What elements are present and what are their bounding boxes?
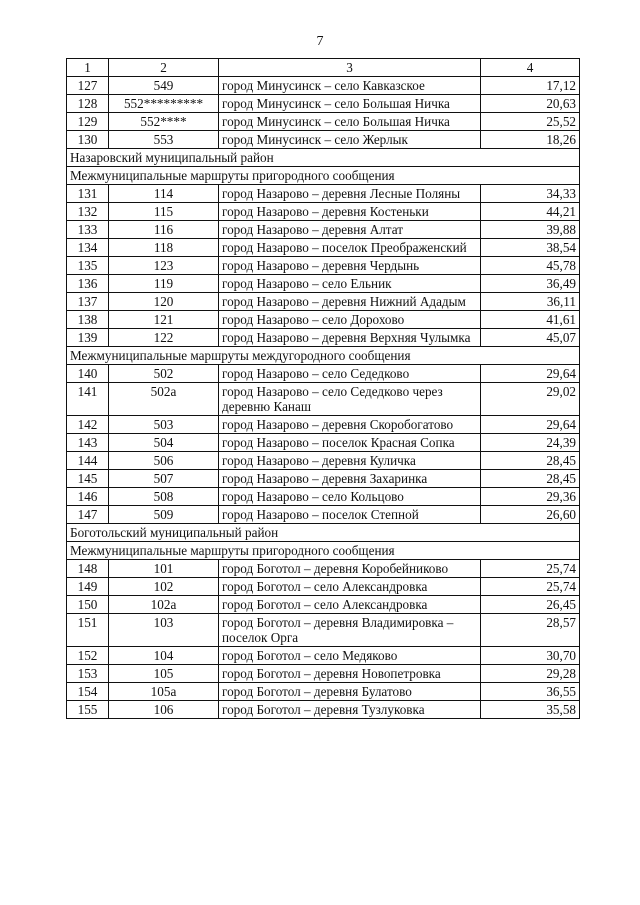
- route-code: 104: [109, 647, 219, 665]
- route-distance: 35,58: [481, 701, 580, 719]
- route-code: 114: [109, 185, 219, 203]
- table-row: [67, 701, 580, 719]
- route-name: город Назарово – деревня Чердынь: [219, 257, 481, 275]
- route-name: город Боготол – село Медяково: [219, 647, 481, 665]
- table-row: [67, 416, 580, 434]
- route-distance: 29,36: [481, 488, 580, 506]
- row-number: 153: [67, 665, 109, 683]
- route-name: город Боготол – деревня Новопетровка: [219, 665, 481, 683]
- route-distance: 24,39: [481, 434, 580, 452]
- table-row: [67, 665, 580, 683]
- table-row: [67, 203, 580, 221]
- row-number: 143: [67, 434, 109, 452]
- route-name: город Назарово – деревня Куличка: [219, 452, 481, 470]
- table-row: [67, 113, 580, 131]
- route-name: город Назарово – поселок Преображенский: [219, 239, 481, 257]
- route-distance: 29,64: [481, 365, 580, 383]
- route-code: 105: [109, 665, 219, 683]
- table-row: [67, 578, 580, 596]
- header-cell-3: 3: [219, 59, 481, 77]
- row-number: 146: [67, 488, 109, 506]
- route-distance: 45,07: [481, 329, 580, 347]
- row-number: 145: [67, 470, 109, 488]
- route-code: 101: [109, 560, 219, 578]
- route-code: 122: [109, 329, 219, 347]
- route-code: 123: [109, 257, 219, 275]
- route-code: 549: [109, 77, 219, 95]
- route-code: 103: [109, 614, 219, 647]
- route-code: 507: [109, 470, 219, 488]
- table-row: [67, 95, 580, 113]
- table-row: [67, 239, 580, 257]
- table-row: [67, 470, 580, 488]
- table-row: [67, 311, 580, 329]
- route-name: город Боготол – село Александровка: [219, 596, 481, 614]
- route-name: город Минусинск – село Жерлык: [219, 131, 481, 149]
- route-code: 105а: [109, 683, 219, 701]
- route-distance: 41,61: [481, 311, 580, 329]
- route-code: 504: [109, 434, 219, 452]
- route-distance: 44,21: [481, 203, 580, 221]
- route-code: 552****: [109, 113, 219, 131]
- table-row: [67, 560, 580, 578]
- row-number: 148: [67, 560, 109, 578]
- route-name: город Минусинск – село Большая Ничка: [219, 95, 481, 113]
- route-code: 553: [109, 131, 219, 149]
- route-code: 121: [109, 311, 219, 329]
- table-row: [67, 257, 580, 275]
- table-row: [67, 185, 580, 203]
- section-title: Межмуниципальные маршруты междугородного сообщения: [67, 347, 580, 365]
- section-title: Боготольский муниципальный район: [67, 524, 580, 542]
- section-title: Межмуниципальные маршруты пригородного сообщения: [67, 542, 580, 560]
- routes-table: [66, 58, 580, 719]
- row-number: 128: [67, 95, 109, 113]
- row-number: 152: [67, 647, 109, 665]
- header-cell-1: 1: [67, 59, 109, 77]
- table-row: [67, 383, 580, 416]
- route-name: город Минусинск – село Большая Ничка: [219, 113, 481, 131]
- row-number: 131: [67, 185, 109, 203]
- row-number: 127: [67, 77, 109, 95]
- row-number: 138: [67, 311, 109, 329]
- row-number: 133: [67, 221, 109, 239]
- route-code: 119: [109, 275, 219, 293]
- row-number: 154: [67, 683, 109, 701]
- route-name: город Назарово – село Седедково через деревню Канаш: [219, 383, 481, 416]
- route-name: город Назарово – село Кольцово: [219, 488, 481, 506]
- route-code: 509: [109, 506, 219, 524]
- route-code: 552*********: [109, 95, 219, 113]
- route-distance: 36,11: [481, 293, 580, 311]
- route-distance: 26,45: [481, 596, 580, 614]
- table-row: [67, 614, 580, 647]
- route-code: 503: [109, 416, 219, 434]
- route-name: город Боготол – деревня Булатово: [219, 683, 481, 701]
- route-name: город Назарово – поселок Степной: [219, 506, 481, 524]
- row-number: 137: [67, 293, 109, 311]
- row-number: 150: [67, 596, 109, 614]
- row-number: 144: [67, 452, 109, 470]
- route-name: город Назарово – село Дорохово: [219, 311, 481, 329]
- route-distance: 36,49: [481, 275, 580, 293]
- route-name: город Боготол – деревня Владимировка – поселок Орга: [219, 614, 481, 647]
- route-name: город Боготол – село Александровка: [219, 578, 481, 596]
- route-distance: 18,26: [481, 131, 580, 149]
- route-distance: 28,57: [481, 614, 580, 647]
- route-name: город Назарово – село Ельник: [219, 275, 481, 293]
- section-title: Межмуниципальные маршруты пригородного сообщения: [67, 167, 580, 185]
- section-row: [67, 167, 580, 185]
- route-code: 115: [109, 203, 219, 221]
- table-row: [67, 365, 580, 383]
- section-row: [67, 524, 580, 542]
- route-distance: 28,45: [481, 470, 580, 488]
- table-row: [67, 488, 580, 506]
- header-cell-2: 2: [109, 59, 219, 77]
- table-row: [67, 596, 580, 614]
- route-distance: 25,74: [481, 578, 580, 596]
- table-row: [67, 452, 580, 470]
- row-number: 147: [67, 506, 109, 524]
- route-distance: 34,33: [481, 185, 580, 203]
- route-distance: 29,02: [481, 383, 580, 416]
- row-number: 151: [67, 614, 109, 647]
- row-number: 155: [67, 701, 109, 719]
- section-row: [67, 149, 580, 167]
- table-row: [67, 131, 580, 149]
- route-distance: 20,63: [481, 95, 580, 113]
- route-code: 102: [109, 578, 219, 596]
- route-distance: 39,88: [481, 221, 580, 239]
- route-name: город Назарово – поселок Красная Сопка: [219, 434, 481, 452]
- row-number: 136: [67, 275, 109, 293]
- route-code: 508: [109, 488, 219, 506]
- table-row: [67, 77, 580, 95]
- row-number: 134: [67, 239, 109, 257]
- section-title: Назаровский муниципальный район: [67, 149, 580, 167]
- route-distance: 45,78: [481, 257, 580, 275]
- route-distance: 25,74: [481, 560, 580, 578]
- route-code: 106: [109, 701, 219, 719]
- route-code: 116: [109, 221, 219, 239]
- route-code: 102а: [109, 596, 219, 614]
- route-name: город Назарово – деревня Скоробогатово: [219, 416, 481, 434]
- route-distance: 17,12: [481, 77, 580, 95]
- route-code: 120: [109, 293, 219, 311]
- route-code: 506: [109, 452, 219, 470]
- route-distance: 29,64: [481, 416, 580, 434]
- row-number: 139: [67, 329, 109, 347]
- row-number: 135: [67, 257, 109, 275]
- row-number: 142: [67, 416, 109, 434]
- route-name: город Назарово – деревня Алтат: [219, 221, 481, 239]
- route-distance: 29,28: [481, 665, 580, 683]
- route-name: город Назарово – деревня Костеньки: [219, 203, 481, 221]
- table-row: [67, 647, 580, 665]
- section-row: [67, 542, 580, 560]
- table-row: [67, 221, 580, 239]
- route-name: город Назарово – село Седедково: [219, 365, 481, 383]
- table-row: [67, 293, 580, 311]
- row-number: 129: [67, 113, 109, 131]
- page-number: 7: [316, 34, 324, 49]
- table-row: [67, 275, 580, 293]
- route-name: город Боготол – деревня Коробейниково: [219, 560, 481, 578]
- route-code: 502а: [109, 383, 219, 416]
- route-distance: 25,52: [481, 113, 580, 131]
- route-distance: 28,45: [481, 452, 580, 470]
- route-name: город Назарово – деревня Верхняя Чулымка: [219, 329, 481, 347]
- row-number: 149: [67, 578, 109, 596]
- routes-table-body: [67, 59, 580, 719]
- route-name: город Назарово – деревня Лесные Поляны: [219, 185, 481, 203]
- route-name: город Минусинск – село Кавказское: [219, 77, 481, 95]
- row-number: 132: [67, 203, 109, 221]
- route-name: город Назарово – деревня Нижний Ададым: [219, 293, 481, 311]
- row-number: 130: [67, 131, 109, 149]
- row-number: 140: [67, 365, 109, 383]
- table-row: [67, 434, 580, 452]
- row-number: 141: [67, 383, 109, 416]
- route-distance: 30,70: [481, 647, 580, 665]
- table-row: [67, 506, 580, 524]
- route-distance: 38,54: [481, 239, 580, 257]
- route-name: город Назарово – деревня Захаринка: [219, 470, 481, 488]
- route-code: 502: [109, 365, 219, 383]
- table-header-row: [67, 59, 580, 77]
- route-code: 118: [109, 239, 219, 257]
- section-row: [67, 347, 580, 365]
- route-distance: 36,55: [481, 683, 580, 701]
- route-distance: 26,60: [481, 506, 580, 524]
- route-name: город Боготол – деревня Тузлуковка: [219, 701, 481, 719]
- table-row: [67, 683, 580, 701]
- header-cell-4: 4: [481, 59, 580, 77]
- table-row: [67, 329, 580, 347]
